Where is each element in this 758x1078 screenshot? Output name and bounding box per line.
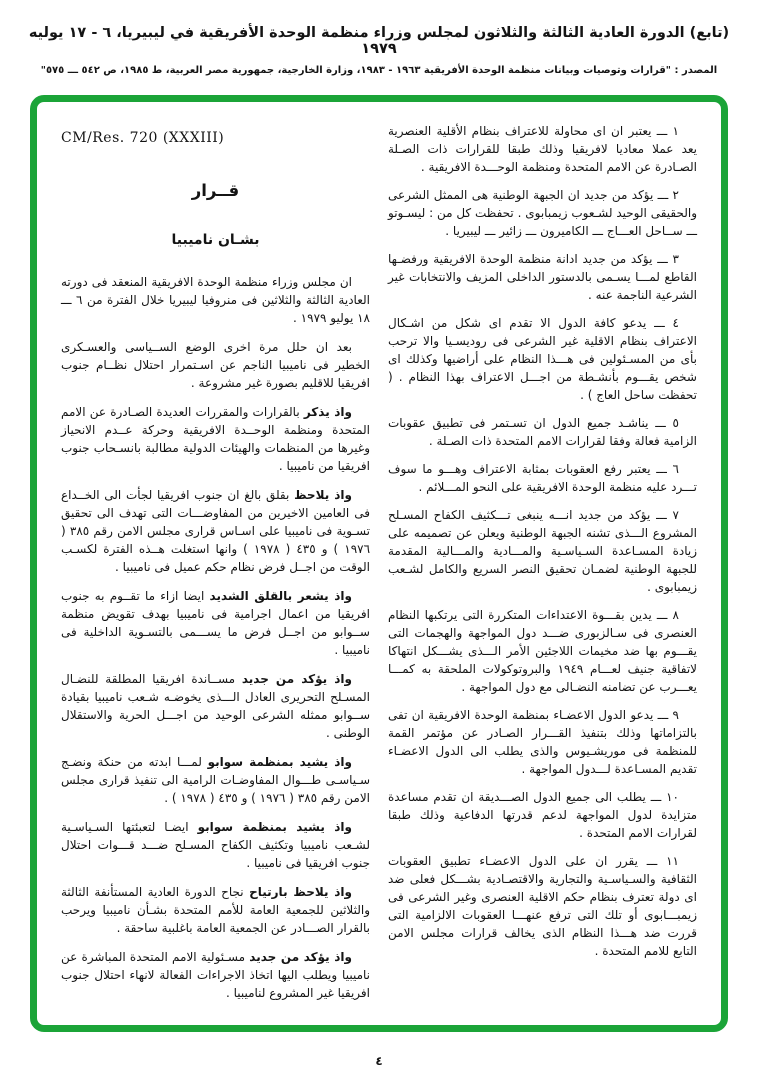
paragraph-lead: واذ يلاحظ بارتياح [249,884,352,899]
resolution-reference: CM/Res. 720 (XXXIII) [61,130,225,146]
paragraph-text: بعد ان حلل مرة اخرى الوضع الســياسى والعسـكرى الخطير فى ناميبيا الناجم عن اسـتمرار احتلال نظــام جنوب افريقيا للاقليم بصورة غير مشروعة . [61,339,370,390]
paragraph-lead: واذ يشعر بالقلق الشديد [209,588,352,603]
paragraph-text: ايضـا لتعبئتها السـياسـية لشـعب ناميبيا وتكثيف الكفاح المسـلح ضـــد قـــوات احتلال جنوب افريقيا فى ناميبيا . [61,819,370,870]
preamble-paragraph [61,587,370,659]
resolution-item [388,506,697,596]
preamble-paragraph [61,818,370,872]
paragraph-text: بالقرارات والمقررات العديدة الصـادرة عن الامم المتحدة ومنظمة الوحــدة الافريقية وحركة عــدم الانحياز وغيرها من المنظمات والهيئات الدولية مطالبة بانسـحاب جنوب افريقيا من ناميبيا . [61,404,370,473]
paragraph-lead: واذ يذكر [303,404,352,419]
preamble-paragraph [61,403,370,475]
item-number: ١ ـــ [656,124,679,138]
item-text: يعتبر رفع العقوبات بمثابة الاعتراف وهـــو ما سوف تـــرد عليه منظمة الوحدة الافريقية على النحو المـــلائم . [388,462,697,494]
resolution-item [388,314,697,404]
item-text: يؤكد من جديد انـــه ينبغى تـــكثيف الكفاح المسـلح المشروع الـــذى تشنه الجبهة الوطنية ويعلن عن تصميمه على زيادة المسـاعدة السـياسـية والمـــادية والمـــالية المقدمة للجبهة الوطنية لضمـان تحقيق النصر السريع والكامل لشـعب زيمبابوى . [388,508,697,594]
left-column [61,122,370,1017]
item-text: يدعو كافة الدول الا تقدم اى شكل من اشـكال الاعتراف بنظام الاقلية غير الشرعى فى روديسـيا والا ترحب بأى من المسـئولين فى هـــذا النظام على أراضيها وكذلك اى شخص يقـــوم بأنشـطة من اجـــل الاعتراف بهذا النظام . ( تحفظت ساحل العاج ) . [388,316,697,402]
item-number: ٩ ـــ [657,708,679,722]
resolution-item [388,606,697,696]
item-number: ٨ ـــ [656,608,679,622]
paragraph-lead: واذ يلاحظ [294,487,352,502]
resolution-item [388,414,697,450]
item-text: يطلب الى جميع الدول الصـــديقة ان تقدم مساعدة متزايدة لدول المواجهة لدعم قدرتها الدفاعية وذلك طبقا لقرارات الامم المتحدة . [388,790,697,840]
paragraph-text: بقلق بالغ ان جنوب افريقيا لجأت الى الخــداع فى العامين الاخيرين من المفاوضـــات التى تهدف الى تحقيق تسـوية فى ناميبيا على اسـاس قرارى مجلس الامن رقم ٣٨٥ ( ١٩٧٦ ) و ٤٣٥ ( ١٩٧٨ ) وانها استغلت هــذه الفترة لكسـب الوقت من اجــل فرض نظام حكم عميل فى ناميبيا . [61,487,371,574]
item-number: ٣ ـــ [657,252,679,266]
paragraph-lead: واذ يؤكد من جديد [241,671,352,686]
item-text: يؤكد من جديد ان الجبهة الوطنية هى الممثل الشرعى والحقيقى الوحيد لشـعوب زيمبابوى . تحفظت كل من : ليسـوتو ـــ ســاحل العـــاج ـــ الكاميرون ـــ زائير ـــ ليبيريا . [388,188,697,238]
item-text: يدعو الدول الاعضـاء بمنظمة الوحدة الافريقية ان تفى بالتزاماتها وذلك بتنفيذ القـــرار الصـادر عن مؤتمر القمة للمنظمة فى موريشـيوس والذى يطلب الى الدول الاعضـاء تقديم المسـاعدة لـــدول المواجهة . [388,708,697,776]
preamble-paragraph [61,486,370,576]
resolution-item [388,852,697,960]
page-number: ٤ [375,1054,383,1068]
page-header [20,25,738,76]
item-text: يدين بقـــوة الاعتداءات المتكررة التى يرتكبها النظام العنصرى فى سـالزبورى ضـــد دول المواجهة والهجمات التى يقـــوم بها ضد مخيمات اللاجئين الأمر الـــذى يشـــكل انتهاكا لاتفاقية جنيف لعـــام ١٩٤٩ والبروتوكولات الملحقة به كمـــا يعـــرب عن تضامنه النضـالى مع دول المواجهة . [388,608,698,694]
paragraph-text: مســاندة افريقيا المطلقة للنضـال المسـلح التحريرى العادل الـــذى يخوضـه شـعب ناميبيا بقيادة ســوابو ممثله الشرعى الوحيد من اجـــل الحرية والاستقلال الوطنى . [61,671,370,740]
preamble-paragraph [61,753,370,807]
paragraph-lead: واذ يؤكد من جديد [249,949,352,964]
item-number: ١١ ـــ [646,854,679,868]
preamble-paragraph [61,948,370,1002]
paragraph-lead: واذ يشيد بمنظمة سوابو [207,754,352,769]
item-number: ٤ ـــ [654,316,679,330]
item-text: يعتبر ان اى محاولة للاعتراف بنظام الأقلية العنصرية يعد عملا معاديا لافريقيا وذلك طبقا للقرارات ذات الصـلة الصـادرة عن الامم المتحدة ومنظمة الوحـــدة الافريقية . [388,124,697,174]
resolution-subtitle: بشـان ناميبيا [171,231,260,248]
item-text: يناشـد جميع الدول ان تسـتمر فى تطبيق عقوبات الزامية فعالة وفقا لقرارات الامم المتحدة ذات الصـلة . [388,416,697,448]
resolution-item [388,122,697,176]
resolution-item [388,788,697,842]
paragraph-lead: واذ يشيد بمنظمة سوابو [197,819,352,834]
item-number: ١٠ ـــ [650,790,679,804]
item-text: يؤكد من جديد ادانة منظمة الوحدة الافريقية ورفضـها القاطع لمـــا يسـمى بالدستور الداخلى المزيف والانتخابات غير الشرعية الناجمة عنه . [388,252,697,302]
paragraph-text: نجاح الدورة العادية المستأنفة الثالثة والثلاثين للجمعية العامة للأمم المتحدة بشـأن ناميبيا ويرحب بالقرار الصـــادر عن الجمعية العامة باغلبية ساحقة . [61,884,370,935]
resolution-item [388,460,697,496]
resolution-frame [30,95,728,1032]
resolution-item [388,250,697,304]
right-column [388,122,697,1017]
resolution-item [388,186,697,240]
preamble-paragraph [61,670,370,742]
preamble-paragraph [61,338,370,392]
item-number: ٦ ـــ [656,462,679,476]
preamble-paragraph [61,273,370,327]
item-number: ٧ ـــ [656,508,679,522]
item-number: ٥ ـــ [655,416,679,430]
item-number: ٢ ـــ [657,188,679,202]
session-header-line: (تابع) الدورة العادية الثالثة والثلاثون لمجلس وزراء منظمة الوحدة الأفريقية في ليبيريا، ٦ - ١٧ يوليه ١٩٧٩ [28,25,730,57]
item-text: يقرر ان على الدول الاعضـاء تطبيق العقوبات الثقافية والسـياسـية والتجارية والاقتصـادية بشـــكل فعلى ضد اى دولة تعترف بنظام حكم الاقلية العنصرى وغير الشرعى فى زيمبـــابوى أو تلك التى ترفع عنهـــا العقوبات الالزامية التى قررت ضد هـــذا النظام الذى يخالف قرارات مجلس الامن التابع للامم المتحدة . [388,854,697,958]
source-header-line: المصدر : "قرارات وتوصيات وبيانات منظمة الوحدة الأفريقية ١٩٦٣ - ١٩٨٣، وزارة الخارجية، جمهورية مصر العربية، ط ١٩٨٥، ص ٥٤٢ ـــ ٥٧٥" [40,65,718,76]
paragraph-text: لمـــا ابدته من حنكة ونضـج سـياسـى طـــوال المفاوضـات الرامية الى تنفيذ قرارى مجلس الامن رقم ٣٨٥ ( ١٩٧٦ ) و ٤٣٥ ( ١٩٧٨ ) . [61,754,370,805]
resolution-title: قــرار [191,181,240,200]
paragraph-text: مسـئولية الامم المتحدة المباشرة عن ناميبيا ويطلب اليها اتخاذ الاجراءات الفعالة لانهاء احتلال جنوب افريقيا غير المشروع لناميبيا . [61,949,370,1000]
paragraph-text: ايضا ازاء ما تقــوم به جنوب افريقيا من اعمال اجرامية فى ناميبيا بهدف تقويض منظمة ســوابو من اجــل فرض ما يســـمى بالتسـوية الداخلية فى ناميبيا . [61,588,370,657]
resolution-item [388,706,697,778]
two-column-body [61,122,697,1017]
preamble-paragraph [61,883,370,937]
paragraph-text: ان مجلس وزراء منظمة الوحدة الافريقية المنعقد فى دورته العادية الثالثة والثلاثين فى منروفيا ليبيريا خلال الفترة من ٦ ـــ ١٨ يوليو ١٩٧٩ . [61,274,370,325]
